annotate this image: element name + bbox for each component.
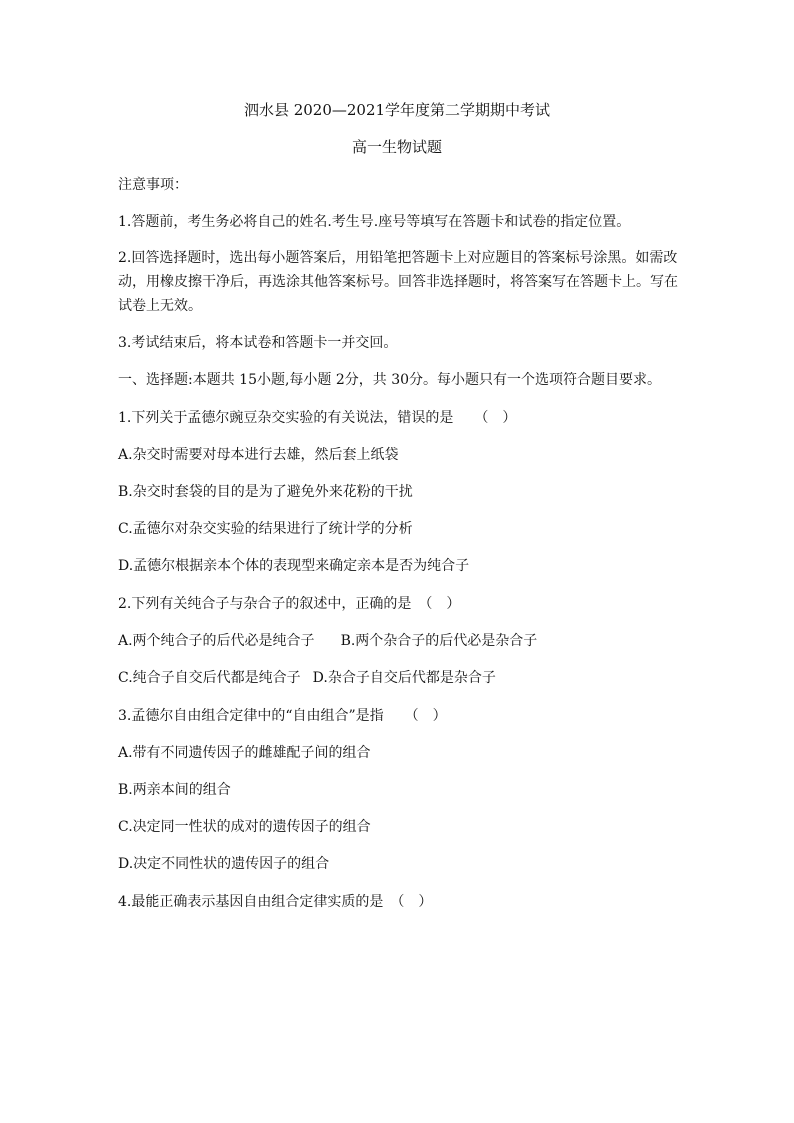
note-item-2-line-3: 试卷上无效。 [118,298,202,314]
question-1-option-d: D.孟德尔根据亲本个体的表现型来确定亲本是否为纯合子 [118,558,470,574]
question-3-option-d: D.决定不同性状的遗传因子的组合 [118,856,330,872]
question-3-stem: 3.孟德尔自由组合定律中的“自由组合”是指 （ ） [118,708,447,724]
exam-subtitle: 高一生物试题 [351,138,442,156]
note-item-2-line-2: 动，用橡皮擦干净后，再选涂其他答案标号。回答非选择题时，将答案写在答题卡上。写在 [118,274,678,290]
question-2-option-b: B.两个杂合子的后代必是杂合子 [340,633,538,649]
question-4-stem: 4.最能正确表示基因自由组合定律实质的是 （ ） [118,894,433,910]
question-2-options-cd [118,668,688,688]
question-3-option-a: A.带有不同遗传因子的雌雄配子间的组合 [118,745,371,761]
section-heading: 一、选择题:本题共 15小题,每小题 2分，共 30分。每小题只有一个选项符合题目要求。 [118,372,662,388]
question-1-option-a: A.杂交时需要对母本进行去雄，然后套上纸袋 [118,447,399,463]
notes-heading: 注意事项： [118,177,188,193]
note-item-2-line-1: 2.回答选择题时，选出每小题答案后，用铅笔把答题卡上对应题目的答案标号涂黑。如需改 [118,250,678,266]
question-2-option-a: A.两个纯合子的后代必是纯合子 [118,633,315,649]
note-item-1: 1.答题前，考生务必将自己的姓名.考生号.座号等填写在答题卡和试卷的指定位置。 [118,214,631,230]
question-1-stem: 1.下列关于孟德尔豌豆杂交实验的有关说法，错误的是 （ ） [118,410,517,426]
question-1-option-b: B.杂交时套袋的目的是为了避免外来花粉的干扰 [118,484,413,500]
question-2-options-ab [118,631,688,651]
note-item-3: 3.考试结束后，将本试卷和答题卡一并交回。 [118,335,398,351]
question-1-option-c: C.孟德尔对杂交实验的结果进行了统计学的分析 [118,521,413,537]
question-3-option-c: C.决定同一性状的成对的遗传因子的组合 [118,819,371,835]
question-2-option-d: D.杂合子自交后代都是杂合子 [312,670,496,686]
question-2-option-c: C.纯合子自交后代都是纯合子 [118,670,301,686]
question-3-option-b: B.两亲本间的组合 [118,782,231,798]
exam-title: 泗水县 2020—2021学年度第二学期期中考试 [243,101,551,119]
question-2-stem: 2.下列有关纯合子与杂合子的叙述中，正确的是 （ ） [118,596,461,612]
